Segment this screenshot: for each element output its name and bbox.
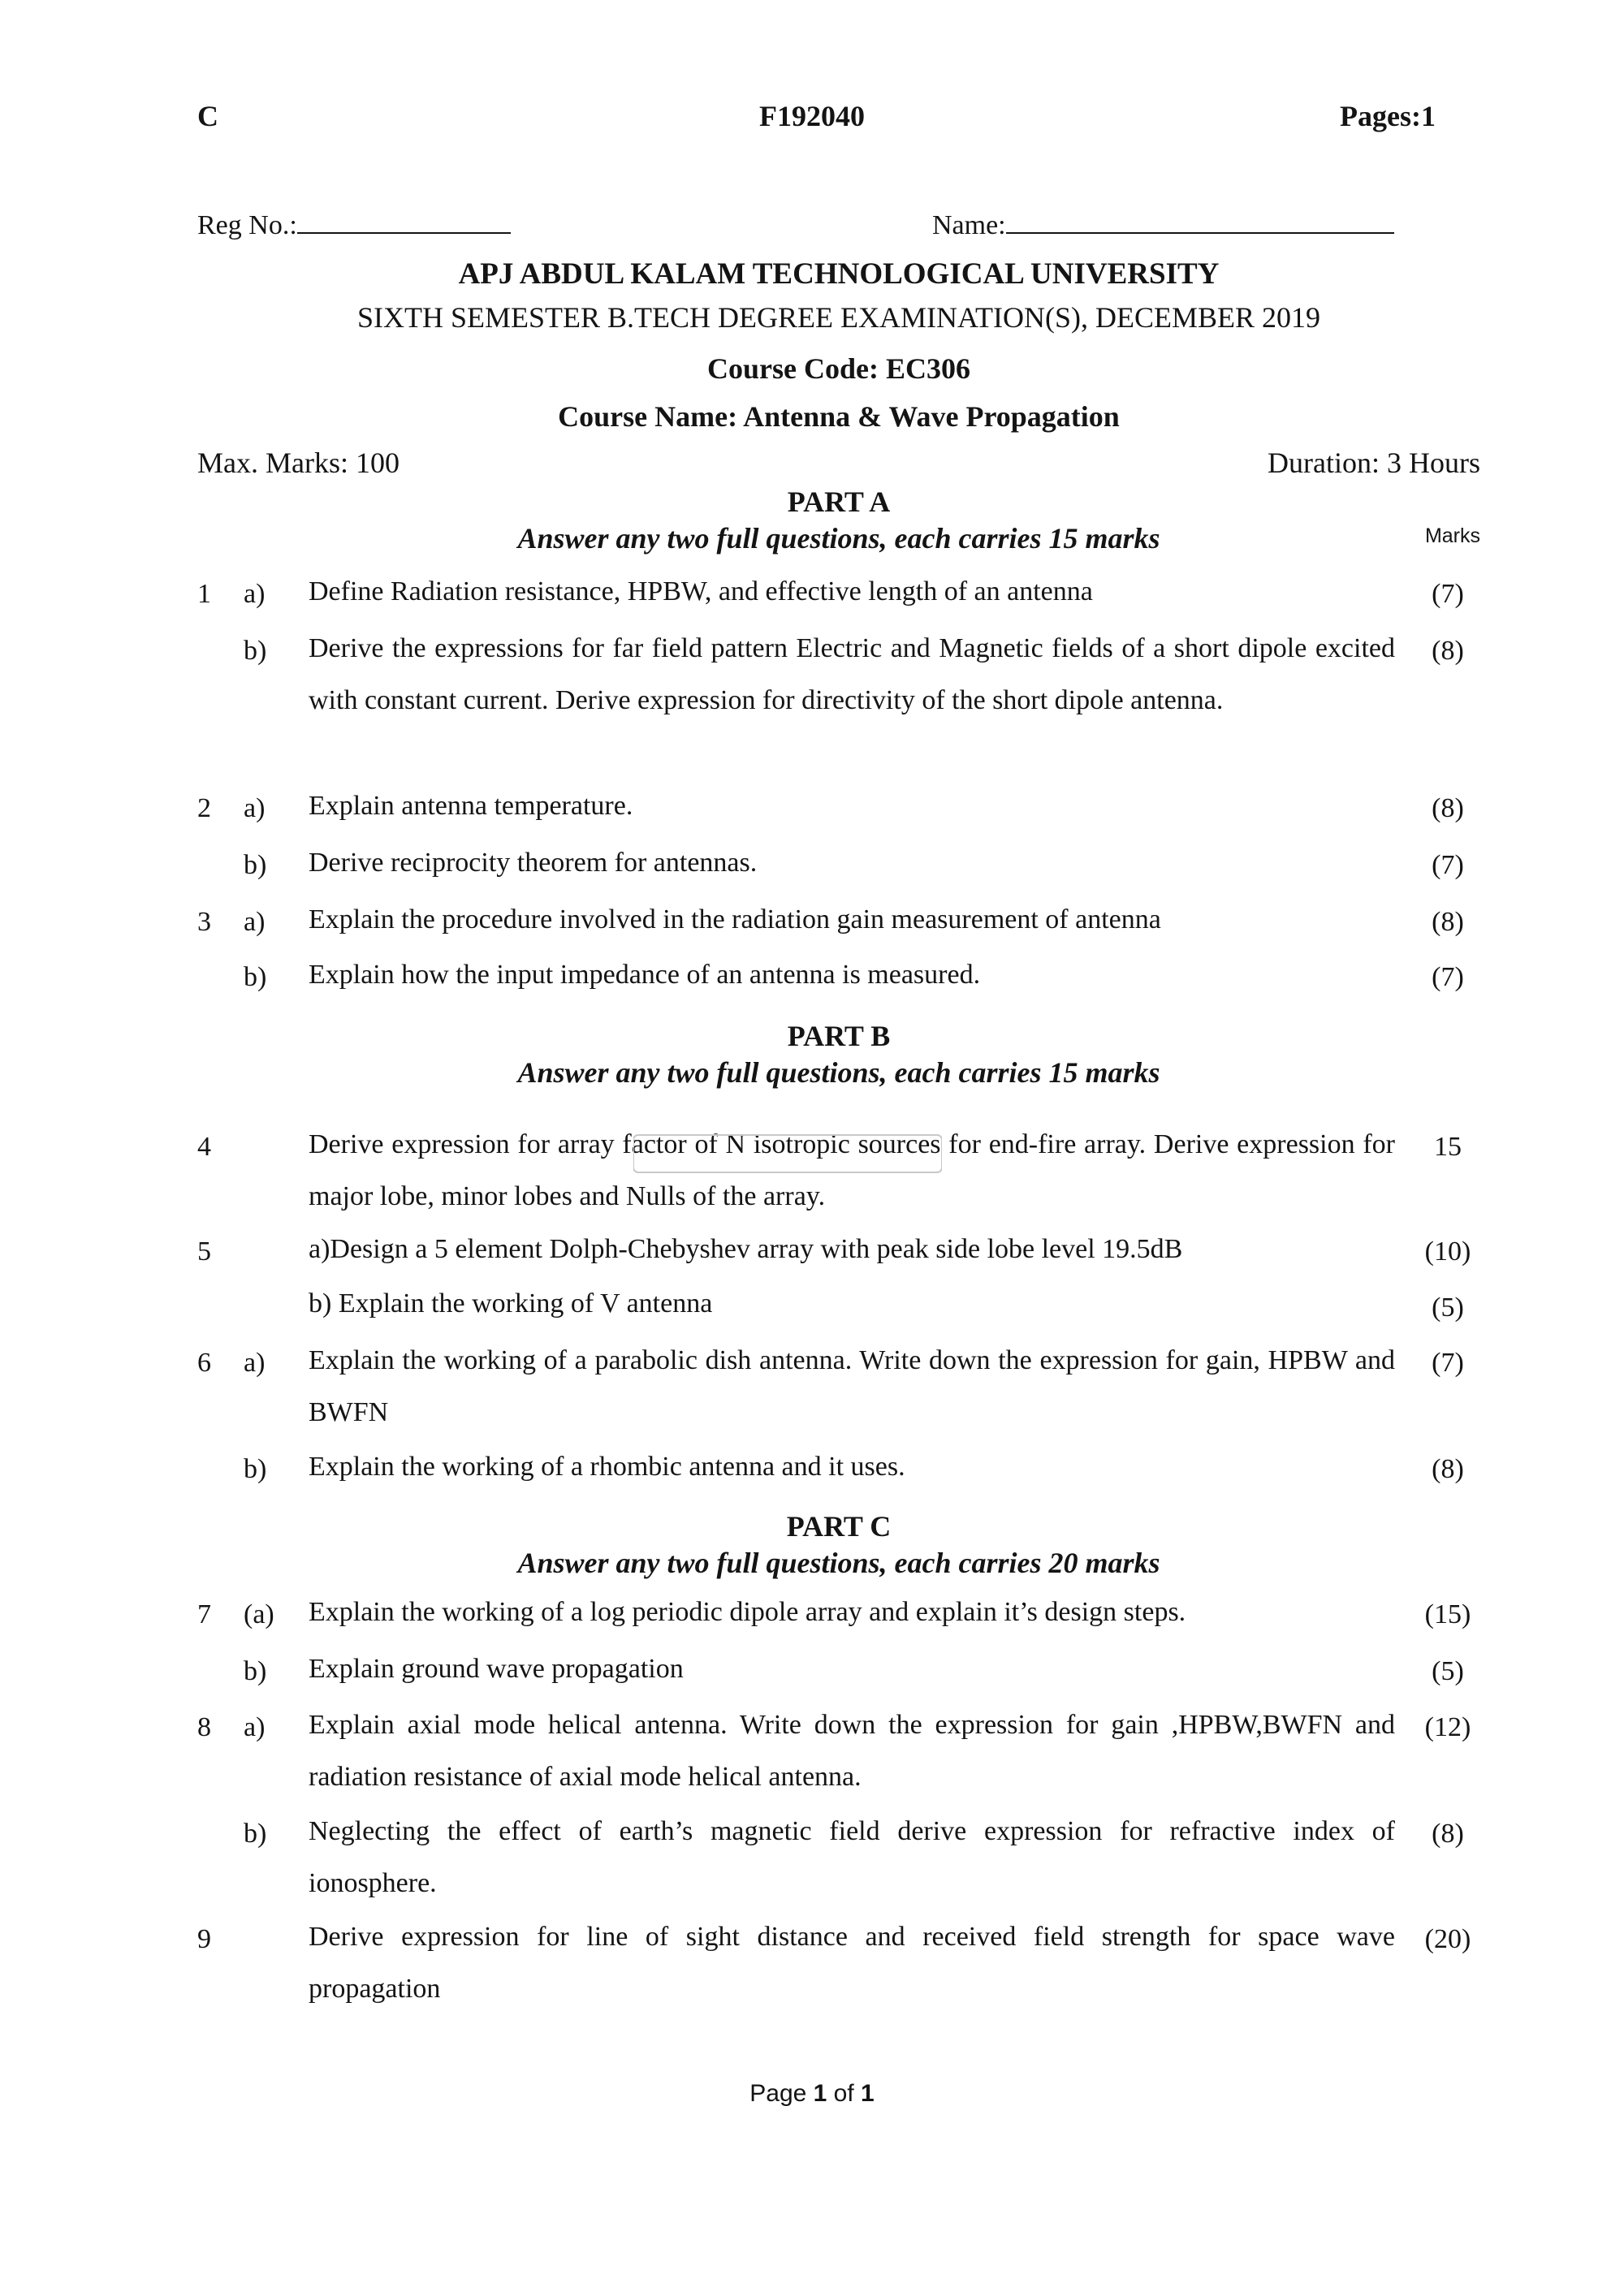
- part-c-instruction: Answer any two full questions, each carries 20 marks: [517, 1547, 1160, 1579]
- part-a-instruction: Answer any two full questions, each carries 15 marks: [517, 522, 1160, 555]
- question-marks: (7): [1432, 850, 1464, 880]
- part-c-title: PART C: [786, 1510, 892, 1543]
- question-marks: (7): [1432, 579, 1464, 609]
- footer-total-pages: 1: [861, 2080, 875, 2107]
- sub-question-label: a): [244, 1712, 266, 1742]
- question-text: Explain axial mode helical antenna. Write down the expression for gain ,HPBW,BWFN and radiation resistance of axial mode helical antenna.: [309, 1710, 1395, 1792]
- part-a-title: PART A: [787, 486, 891, 518]
- question-marks: (5): [1432, 1293, 1464, 1323]
- question-marks: (8): [1432, 636, 1464, 666]
- question-text: Explain antenna temperature.: [309, 791, 633, 821]
- name-field: [932, 208, 1394, 241]
- question-marks: (8): [1432, 1819, 1464, 1849]
- question-text: Explain the working of a parabolic dish antenna. Write down the expression for gain, HPBW and BWFN: [309, 1345, 1395, 1427]
- reg-no-blank: [297, 208, 511, 234]
- part-b-instruction: Answer any two full questions, each carries 15 marks: [517, 1056, 1160, 1089]
- question-number: 7: [197, 1599, 211, 1629]
- question-number: 5: [197, 1236, 211, 1267]
- sub-question-label: b): [244, 1656, 267, 1686]
- question-number: 2: [197, 793, 211, 823]
- sub-question-label: b): [244, 636, 267, 666]
- part-b-title: PART B: [787, 1020, 891, 1052]
- question-marks: (15): [1424, 1599, 1471, 1629]
- reg-no-label: Reg No.:: [197, 210, 297, 240]
- question-text: Define Radiation resistance, HPBW, and effective length of an antenna: [309, 576, 1093, 606]
- question-text: Explain the working of a rhombic antenna and it uses.: [309, 1452, 905, 1482]
- page-count: Pages:1: [1340, 100, 1436, 132]
- question-marks: (10): [1424, 1236, 1471, 1267]
- question-text: Derive expression for array factor of N isotropic sources for end-fire array. Derive expression for major lobe, minor lobes and Nulls of the array.: [309, 1129, 1395, 1211]
- page-footer: [0, 2080, 1624, 2108]
- sub-question-label: b): [244, 962, 267, 992]
- question-text: Derive reciprocity theorem for antennas.: [309, 848, 758, 878]
- paper-code: F192040: [759, 100, 865, 132]
- question-number: 3: [197, 907, 211, 937]
- question-number: 6: [197, 1348, 211, 1378]
- question-text: Neglecting the effect of earth’s magnetic field derive expression for refractive index of ionosphere.: [309, 1816, 1395, 1898]
- watermark: [633, 1132, 942, 1176]
- question-number: 9: [197, 1924, 211, 1954]
- reg-no-field: [197, 208, 511, 241]
- footer-prefix: Page: [749, 2080, 814, 2107]
- question-text: Explain ground wave propagation: [309, 1654, 684, 1684]
- question-marks: (8): [1432, 907, 1464, 937]
- question-text: Explain how the input impedance of an antenna is measured.: [309, 960, 981, 990]
- name-blank: [1006, 208, 1394, 234]
- max-marks: Max. Marks: 100: [197, 447, 400, 479]
- sub-question-label: b): [244, 1819, 267, 1849]
- sub-question-label: a): [244, 793, 266, 823]
- question-number: 4: [197, 1132, 211, 1162]
- question-number: 1: [197, 579, 211, 609]
- question-marks: (12): [1424, 1712, 1471, 1742]
- question-text: b) Explain the working of V antenna: [309, 1288, 713, 1318]
- footer-middle: of: [827, 2080, 862, 2107]
- question-marks: (7): [1432, 962, 1464, 992]
- question-text: a)Design a 5 element Dolph-Chebyshev array with peak side lobe level 19.5dB: [309, 1234, 1183, 1264]
- question-text: Explain the procedure involved in the radiation gain measurement of antenna: [309, 904, 1161, 934]
- footer-current-page: 1: [813, 2080, 827, 2107]
- question-marks: (7): [1432, 1348, 1464, 1378]
- question-marks: (20): [1424, 1924, 1471, 1954]
- name-label: Name:: [932, 210, 1006, 240]
- question-marks: (5): [1432, 1656, 1464, 1686]
- question-marks: 15: [1434, 1132, 1462, 1162]
- sub-question-label: b): [244, 1454, 267, 1484]
- question-text: Derive the expressions for far field pattern Electric and Magnetic fields of a short dipole excited with constant current. Derive expression for directivity of the short dipole antenna.: [309, 633, 1395, 715]
- sub-question-label: (a): [244, 1599, 274, 1629]
- sub-question-label: b): [244, 850, 267, 880]
- university-name: APJ ABDUL KALAM TECHNOLOGICAL UNIVERSITY: [458, 257, 1220, 291]
- series-letter: C: [197, 100, 218, 132]
- marks-column-header: Marks: [1424, 524, 1480, 547]
- course-code: Course Code: EC306: [707, 352, 970, 385]
- sub-question-label: a): [244, 907, 266, 937]
- exam-title: SIXTH SEMESTER B.TECH DEGREE EXAMINATION(S), DECEMBER 2019: [357, 301, 1320, 334]
- question-number: 8: [197, 1712, 211, 1742]
- sub-question-label: a): [244, 579, 266, 609]
- question-marks: (8): [1432, 1454, 1464, 1484]
- question-text: Derive expression for line of sight distance and received field strength for space wave propagation: [309, 1922, 1395, 2004]
- sub-question-label: a): [244, 1348, 266, 1378]
- question-marks: (8): [1432, 793, 1464, 823]
- question-text: Explain the working of a log periodic dipole array and explain it’s design steps.: [309, 1597, 1186, 1627]
- course-name: Course Name: Antenna & Wave Propagation: [558, 400, 1120, 433]
- duration: Duration: 3 Hours: [1268, 447, 1480, 479]
